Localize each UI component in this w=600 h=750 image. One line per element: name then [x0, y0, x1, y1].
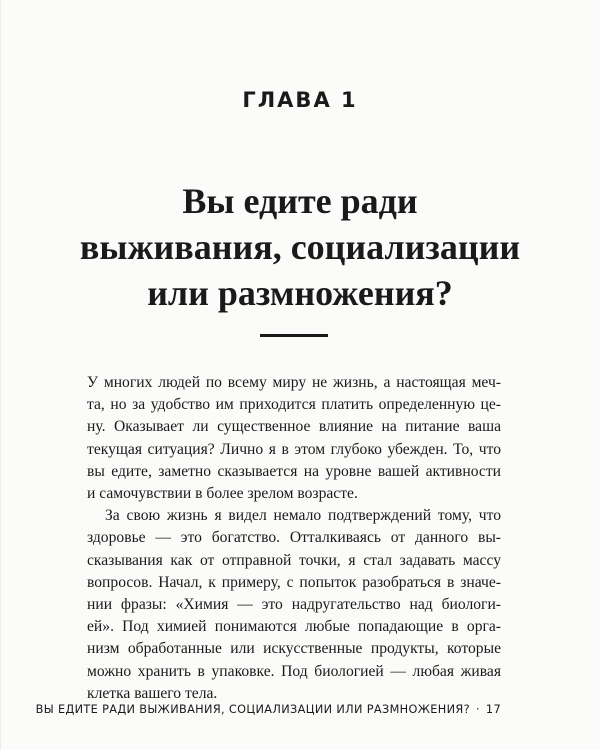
paragraph-1 [87, 372, 501, 505]
footer-separator: · [475, 703, 480, 716]
body-text [87, 372, 501, 705]
text-line: клетка вашего тела. [87, 684, 218, 702]
title-divider [260, 334, 328, 337]
text-line: та, но за удобство им приходится платить определенную це- [87, 396, 501, 414]
text-line: сказывания как от отправной точки, я стал задавать массу [87, 551, 501, 569]
text-line: За свою жизнь я видел немало подтверждений тому, что [105, 507, 501, 525]
page-number: 17 [485, 703, 501, 716]
text-line: ну. Оказывает ли существенное влияние на питание ваша [87, 418, 501, 436]
text-line: вопросов. Начал, к примеру, с попыток разобраться в значе- [87, 573, 501, 591]
chapter-title-line: выживания, социализации [79, 227, 521, 267]
chapter-title [40, 178, 560, 316]
running-title: ВЫ ЕДИТЕ РАДИ ВЫЖИВАНИЯ, СОЦИАЛИЗАЦИИ ИЛИ РАЗМНОЖЕНИЯ? [35, 703, 470, 716]
text-line: и самочувствии в более зрелом возрасте. [87, 485, 358, 503]
text-line: можно хранить в упаковке. Под биологией — любая живая [87, 662, 501, 680]
text-line: здоровье — это богатство. Отталкиваясь от данного вы- [87, 529, 501, 547]
running-footer [35, 703, 501, 716]
text-line: нии фразы: «Химия — это надругательство над биологи- [87, 596, 501, 614]
chapter-title-line: Вы едите ради [182, 181, 418, 221]
text-line: вы едите, заметно сказывается на уровне вашей активности [87, 462, 501, 480]
text-line: текущая ситуация? Лично я в этом глубоко убежден. То, что [87, 440, 501, 458]
paragraph-2 [87, 505, 501, 705]
text-line: У многих людей по всему миру не жизнь, а настоящая меч- [87, 374, 501, 391]
chapter-title-line: или размножения? [147, 273, 453, 313]
text-line: ей». Под химией понимаются любые попадающие в орга- [87, 618, 501, 636]
text-line: низм обработанные или искусственные продукты, которые [87, 640, 501, 658]
chapter-label: ГЛАВА 1 [242, 88, 358, 112]
